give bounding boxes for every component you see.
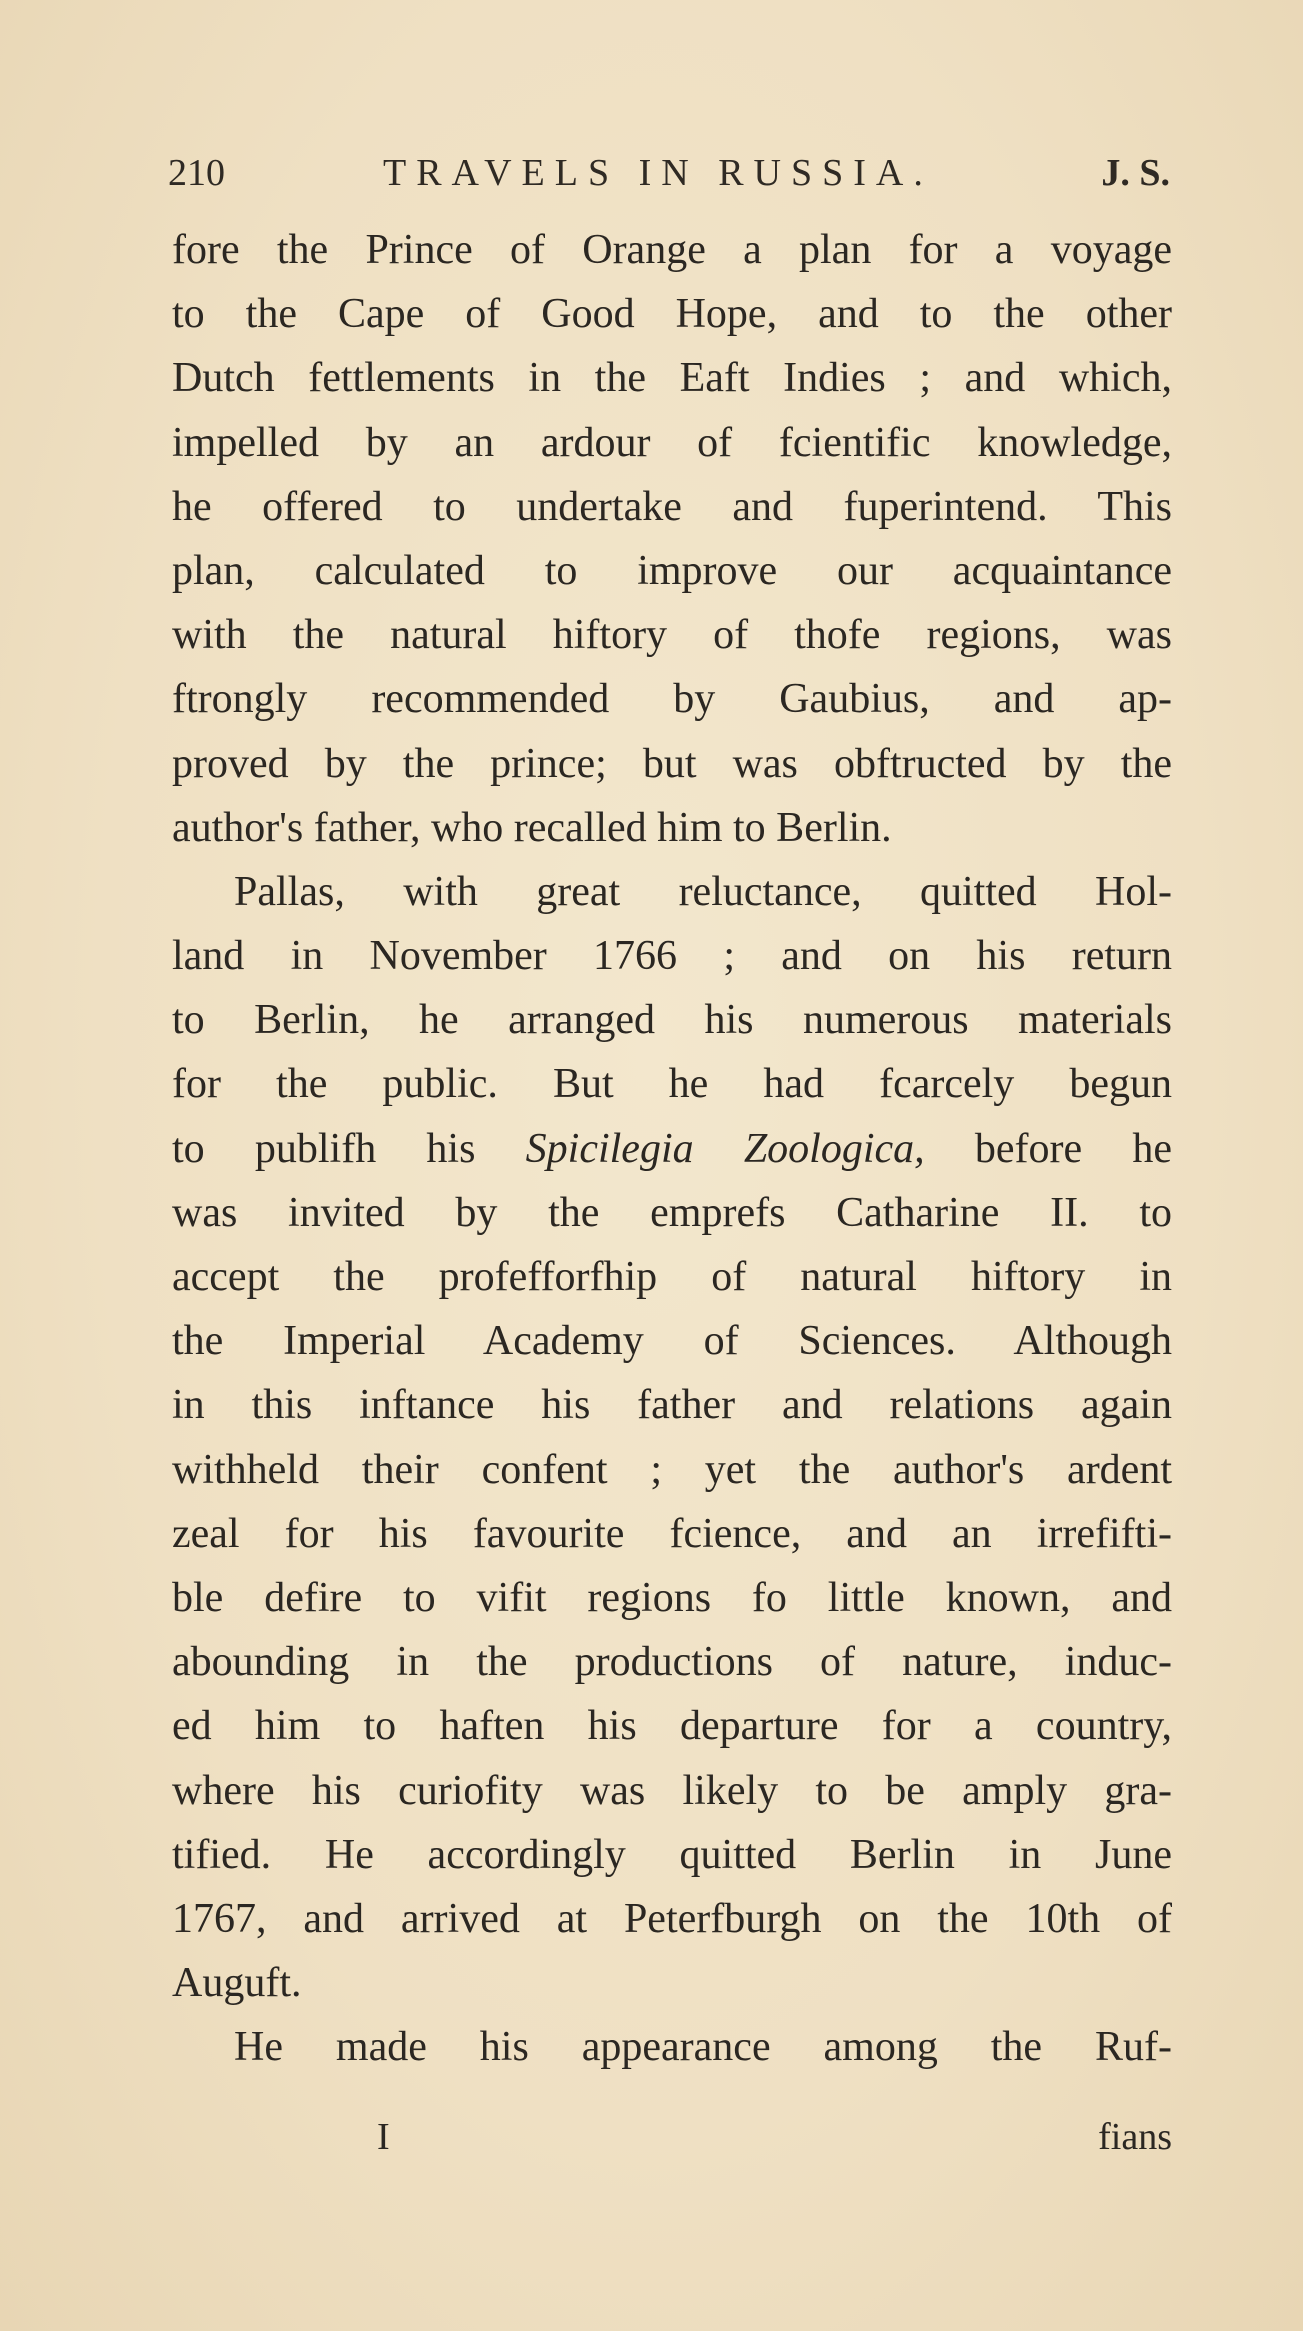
text-line: in this inftance his father and relations again [172,1382,1172,1429]
text-line: he offered to undertake and fuperintend. This [172,483,1172,530]
paragraph-start-line: He made his appearance among the Ruf- [234,2024,1172,2071]
signature-mark: I [377,2116,390,2158]
text-line: with the natural hiftory of thofe regions, was [172,612,1172,659]
text-segment: to publifh his [172,1125,526,1172]
text-line: Dutch fettlements in the Eaft Indies ; and which, [172,355,1172,402]
text-line: ftrongly recommended by Gaubius, and ap- [172,676,1172,723]
text-line: zeal for his favourite fcience, and an irrefifti- [172,1510,1172,1557]
paragraph-start-line: Pallas, with great reluctance, quitted Hol- [234,868,1172,915]
text-line: proved by the prince; but was obftructed by the [172,740,1172,787]
text-line: fore the Prince of Orange a plan for a voyage [172,227,1172,273]
text-line: to Berlin, he arranged his numerous materials [172,997,1172,1044]
page-number: 210 [168,152,225,194]
text-line: was invited by the emprefs Catharine II. to [172,1189,1172,1236]
page-footer [172,2107,1172,2167]
text-line: plan, calculated to improve our acquaintance [172,547,1172,594]
text-line: ble defire to vifit regions fo little known, and [172,1574,1172,1621]
text-line: withheld their confent ; yet the author's ardent [172,1446,1172,1493]
text-line: abounding in the productions of nature, induc- [172,1639,1172,1686]
catchword: fians [1098,2116,1172,2158]
text-line: author's father, who recalled him to Berlin. [172,804,892,851]
text-line: tified. He accordingly quitted Berlin in June [172,1831,1172,1878]
text-line: to the Cape of Good Hope, and to the other [172,291,1172,338]
text-line: for the public. But he had fcarcely begun [172,1061,1172,1108]
body-text [172,218,1172,2079]
running-head [168,148,1170,198]
text-line-with-italic-title [172,1117,1172,1181]
text-line: Auguft. [172,1960,302,2007]
running-head-mark: J. S. [1101,152,1170,194]
text-segment: before he [924,1125,1172,1172]
text-line: accept the profefforfhip of natural hiftory in [172,1254,1172,1300]
text-line: 1767, and arrived at Peterfburgh on the 10th of [172,1895,1172,1942]
text-line: land in November 1766 ; and on his return [172,933,1172,980]
text-line: ed him to haften his departure for a country, [172,1703,1172,1750]
text-line: the Imperial Academy of Sciences. Although [172,1318,1172,1365]
italic-book-title: Spicilegia Zoologica, [525,1125,925,1172]
running-title: TRAVELS IN RUSSIA. [383,152,933,194]
text-line: where his curiofity was likely to be amply gra- [172,1767,1172,1814]
text-line: impelled by an ardour of fcientific knowledge, [172,419,1172,466]
